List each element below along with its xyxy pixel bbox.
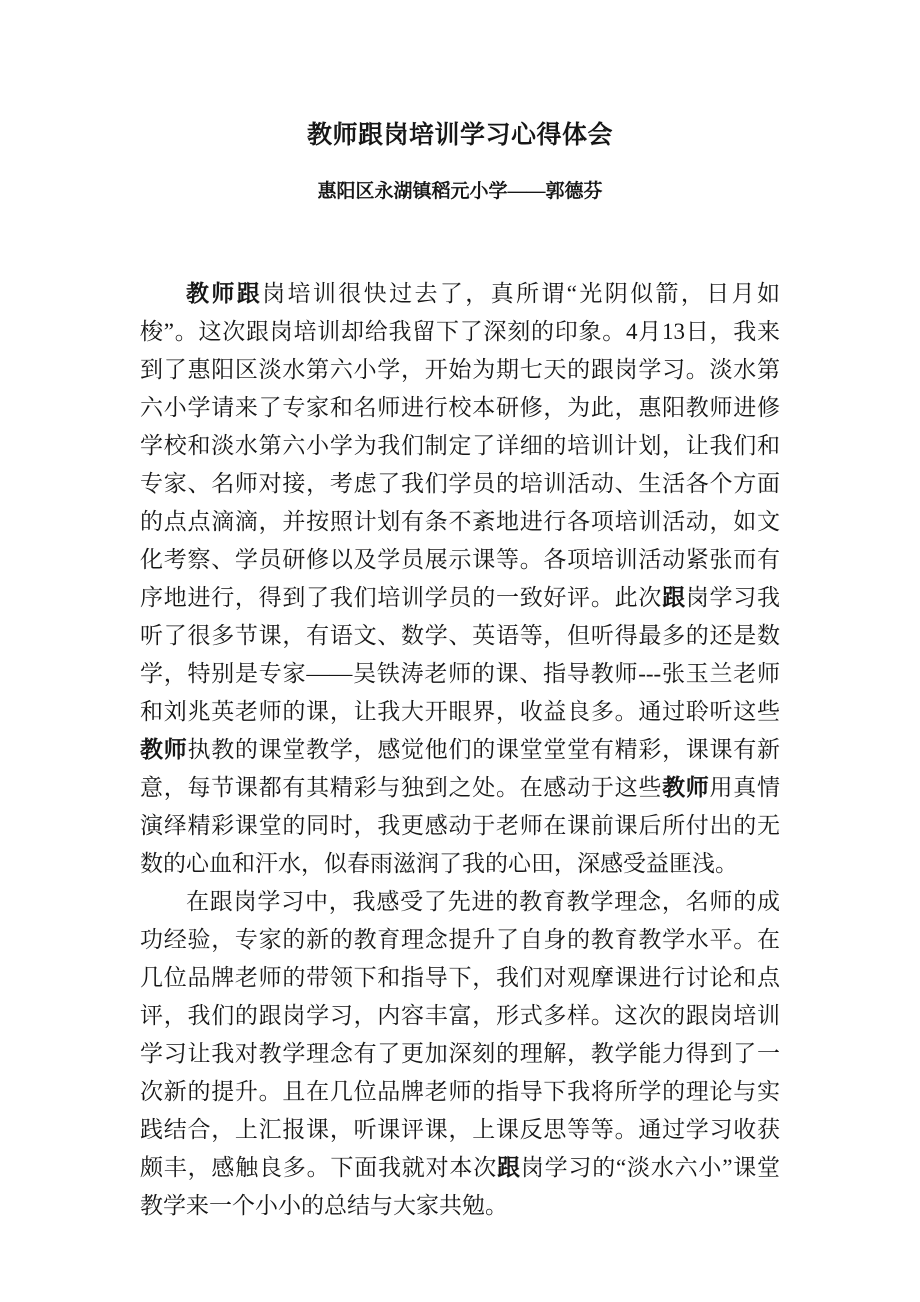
document-body	[140, 275, 780, 1225]
bold-run: 教师	[140, 737, 188, 762]
text-run: 执教的课堂教学，感觉他们的课堂堂堂有精彩，课课有新意，每节课都有其精彩与独到之处。在感动于这些	[140, 737, 781, 800]
text-run: 在跟岗学习中，我感受了先进的教育教学理念，名师的成功经验，专家的新的教育理念提升了自身的教育教学水平。在几位品牌老师的带领下和指导下，我们对观摩课进行讨论和点评，我们的跟岗学习，内容丰富，形式多样。这次的跟岗培训学习让我对教学理念有了更加深刻的理解，教学能力得到了一次新的提升。且在几位品牌老师的指导下我将所学的理论与实践结合，上汇报课，听课评课，上课反思等等。通过学习收获颇丰，感触良多。下面我就对本次	[140, 889, 780, 1180]
bold-run: 跟	[662, 585, 686, 610]
body-paragraph-2	[140, 883, 780, 1225]
text-run: 岗培训很快过去了，真所谓“光阴似箭，日月如梭”。这次跟岗培训却给我留下了深刻的印象。4月13日，我来到了惠阳区淡水第六小学，开始为期七天的跟岗学习。淡水第六小学请来了专家和名师进行校本研修，为此，惠阳教师进修学校和淡水第六小学为我们制定了详细的培训计划，让我们和专家、名师对接，考虑了我们学员的培训活动、生活各个方面的点点滴滴，并按照计划有条不紊地进行各项培训活动，如文化考察、学员研修以及学员展示课等。各项培训活动紧张而有序地进行，得到了我们培训学员的一致好评。此次	[140, 281, 781, 610]
document-byline: 惠阳区永湖镇稻元小学——郭德芬	[317, 181, 603, 202]
body-paragraph-1	[140, 275, 780, 883]
bold-run: 教师	[662, 775, 710, 800]
bold-run: 跟	[497, 1155, 521, 1180]
text-run: 用真情演绎精彩课堂的同时，我更感动于老师在课前课后所付出的无数的心血和汗水，似春雨滋润了我的心田，深感受益匪浅。	[140, 775, 781, 876]
bold-run: 教师跟	[186, 281, 263, 306]
text-run: 岗学习我听了很多节课，有语文、数学、英语等，但听得最多的还是数学，特别是专家——吴铁涛老师的课、指导教师---张玉兰老师和刘兆英老师的课，让我大开眼界，收益良多。通过聆听这些	[140, 585, 781, 724]
document-title: 教师跟岗培训学习心得体会	[306, 122, 613, 149]
text-run: 岗学习的“淡水六小”课堂教学来一个小小的总结与大家共勉。	[140, 1155, 781, 1218]
